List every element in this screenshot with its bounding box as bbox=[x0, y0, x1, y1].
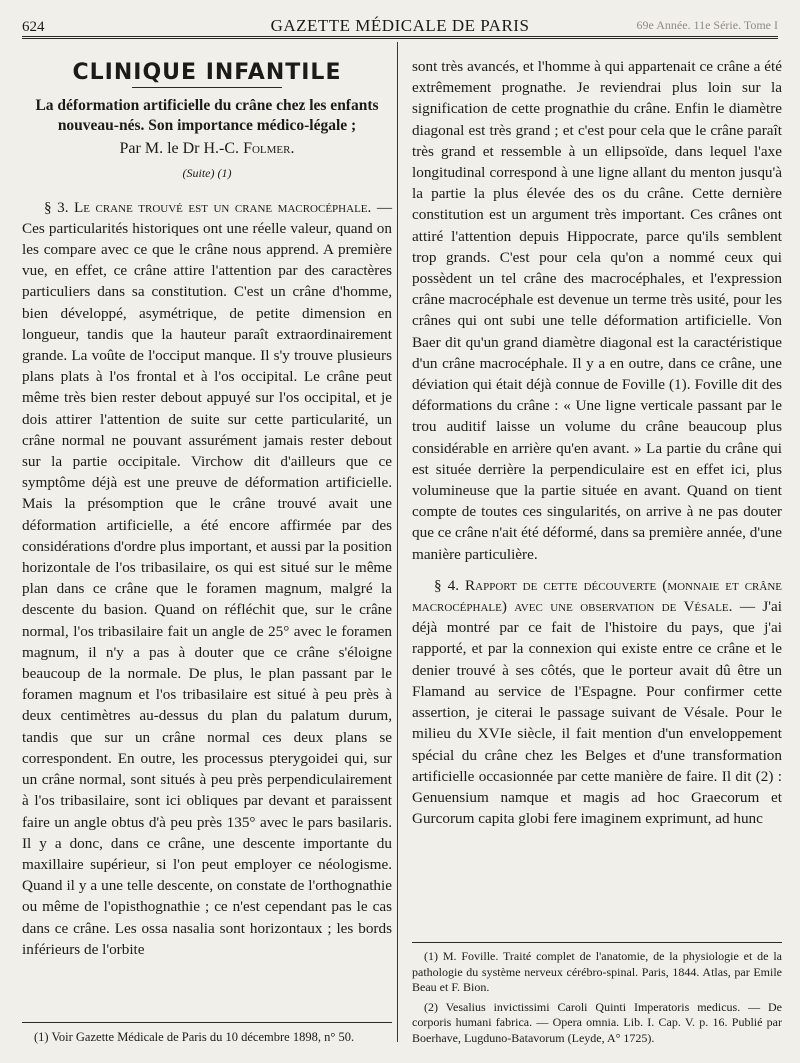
continuation-note: (Suite) (1) bbox=[182, 166, 232, 181]
journal-title: GAZETTE MÉDICALE DE PARIS bbox=[270, 16, 530, 35]
author-name: Folmer. bbox=[243, 140, 295, 158]
footnote: (1) Voir Gazette Médicale de Paris du 10 décembre 1898, n° 50. bbox=[34, 1030, 355, 1044]
footnote: (2) Vesalius invictissimi Caroli Quinti Imperatoris medicus. — De corporis humani fabrica. — Opera omnia. Lib. I. Cap. V. p. 16. Publié par Boerhave, Lugduno-Batavorum (Leyde, A° 1725). bbox=[412, 999, 782, 1045]
section-3-heading: § 3. Le crane trouvé est un crane macrocéphale. bbox=[44, 198, 372, 216]
left-column bbox=[22, 50, 392, 960]
byline-prefix: Par M. le Dr H.-C. bbox=[119, 140, 244, 158]
article-title: La déformation artificielle du crâne chez les enfants nouveau-nés. Son importance médico-légale ; bbox=[35, 97, 379, 135]
section-4-heading: § 4. Rapport de cette découverte (monnaie et crâne macrocéphale) avec une observation de Vésale. bbox=[412, 576, 782, 616]
column-divider bbox=[397, 42, 398, 1042]
title-rule bbox=[132, 87, 282, 88]
footnotes-right bbox=[412, 942, 782, 1050]
section-4-paragraph bbox=[412, 575, 782, 829]
footnote: (1) M. Foville. Traité complet de l'anatomie, de la physiologie et de la pathologie du système nerveux cérébro-spinal. Paris, 1844. Atlas, par Emile Beau et F. Bion. bbox=[412, 949, 782, 994]
section-title: CLINIQUE INFANTILE bbox=[72, 60, 342, 85]
byline bbox=[22, 138, 392, 159]
section-4-text: — J'ai déjà montré par ce fait de l'histoire du pays, que j'ai rapporté, et par la connexion qui existe entre ce crâne et le denier trouvé à ses côtés, que le porteur avait dû être un Flamand au service de l'Espagne. Pour confirmer cette assertion, je citerai le passage suivant de Vésale. Pour le milieu du XVIe siècle, il fait mention d'un enveloppement spécial du crâne chez les Belges et d'une transformation artificielle occasionnée par cette manière de faire. Il dit (2) : Genuensium namque et magis ad hoc Graecorum et Gurcorum capita globi fere imaginem exprimunt, ad hunc bbox=[412, 598, 783, 828]
paragraph-continued: sont très avancés, et l'homme à qui appartenait ce crâne a été extrêmement prognathe. Je reviendrai plus loin sur la signification de cette prognathie du crâne. Enfin le diamètre diagonal est très grand ; et c'est pour cela que le crâne paraît très grand et ressemble à un ellipsoïde, dans lequel l'axe longitudinal correspond à une ligne allant du menton jusqu'à la partie la plus élevée des os du crâne. Cette dernière constitution est un argument très important. Ces crânes ont attiré l'attention depuis Hippocrate, parce qu'ils semblent trop grands. C'est pour cela qu'on a nommé ceux qui possèdent un tel crâne des macrocéphales, et l'expression crâne macrocéphale est devenue un terme très usité, pour les crânes qui ont subi une telle déformation artificielle. Von Baer dit qu'un grand diamètre diagonal est la caractéristique d'un crâne macrocéphale. Il y a en outre, dans ce crâne, une déviation qui était déjà connue de Foville (1). Foville dit des déformations du crâne : « Une ligne verticale passant par le trou auditif laisse un volume du crâne beaucoup plus considérable en arrière qu'en avant. » La partie du crâne qui est située derrière la perpendiculaire est en effet ici, plus volumineuse que la partie située en avant. Quand on tient compte de toutes ces singularités, on arrive à ne pas douter que ce crâne n'ait été déformé, dans sa première année, d'une manière particulière. bbox=[412, 58, 782, 563]
page-number: 624 bbox=[22, 19, 45, 35]
issue-info: 69e Année. 11e Série. Tome I bbox=[636, 18, 778, 32]
section-3-paragraph bbox=[22, 197, 392, 960]
footnotes-left bbox=[22, 1022, 392, 1045]
running-header bbox=[22, 10, 778, 39]
section-3-text: — Ces particularités historiques ont une réelle valeur, quand on les compare avec ce que le crâne nous apprend. A première vue, en effet, ce crâne attire l'attention par des caractères particuliers dans sa constitution. C'est un crâne d'homme, bien développé, asymétrique, de petite dimension en longueur, tandis que la hauteur paraît extraordinairement grande. La voûte de l'occiput manque. Il s'y trouve plusieurs plans plats à l'os frontal et à l'os occipital. Le crâne peut même très bien rester debout appuyé sur l'os occipital, et je dois attirer l'attention de suite sur cette particularité, un crâne normal ne pouvant assurément jamais rester debout sur la partie occipitale. Virchow dit d'ailleurs que ce symptôme déjà est une preuve de déformation artificielle. Mais la présomption que le crâne trouvé avait une déformation artificielle, a été encore affirmée par des considérations d'ordre plus important, et aussi par la position horizontale de l'os tribasilaire, os qui est situé sur le même plan dans ce crâne que le foramen magnum, malgré la descente du basion. Quand on réfléchit que, sur le crâne normal, l'os tribasilaire fait un angle de 25° avec le foramen magnum, il n'y a pas à douter que ce crâne s'éloigne beaucoup de la normale. De plus, le plan passant par le foramen magnum et l'os tribasilaire est situé à peu près à deux centimètres au-dessus du plan du palatum durum, tandis que sur un crâne normal ces deux plans se correspondent. En outre, les processus pterygoidei qui, sur un crâne normal, sont situés à peu près perpendiculairement à l'os tribasilaire, sont ici obliques par devant et paraissent faire un angle obtus d'à peu près 135° avec le pars basilaris. Il y a donc, dans ce crâne, une descente importante du maxillaire supérieur, si l'on peut employer ce néologisme. Quand il y a une telle descente, on constate de l'orthognathie ou même de l'opisthognathie ; ce n'est cependant pas le cas dans ce crâne. Les ossa nasalia sont horizontaux ; les bords inférieurs de l'orbite bbox=[22, 198, 393, 958]
right-column bbox=[412, 56, 782, 829]
